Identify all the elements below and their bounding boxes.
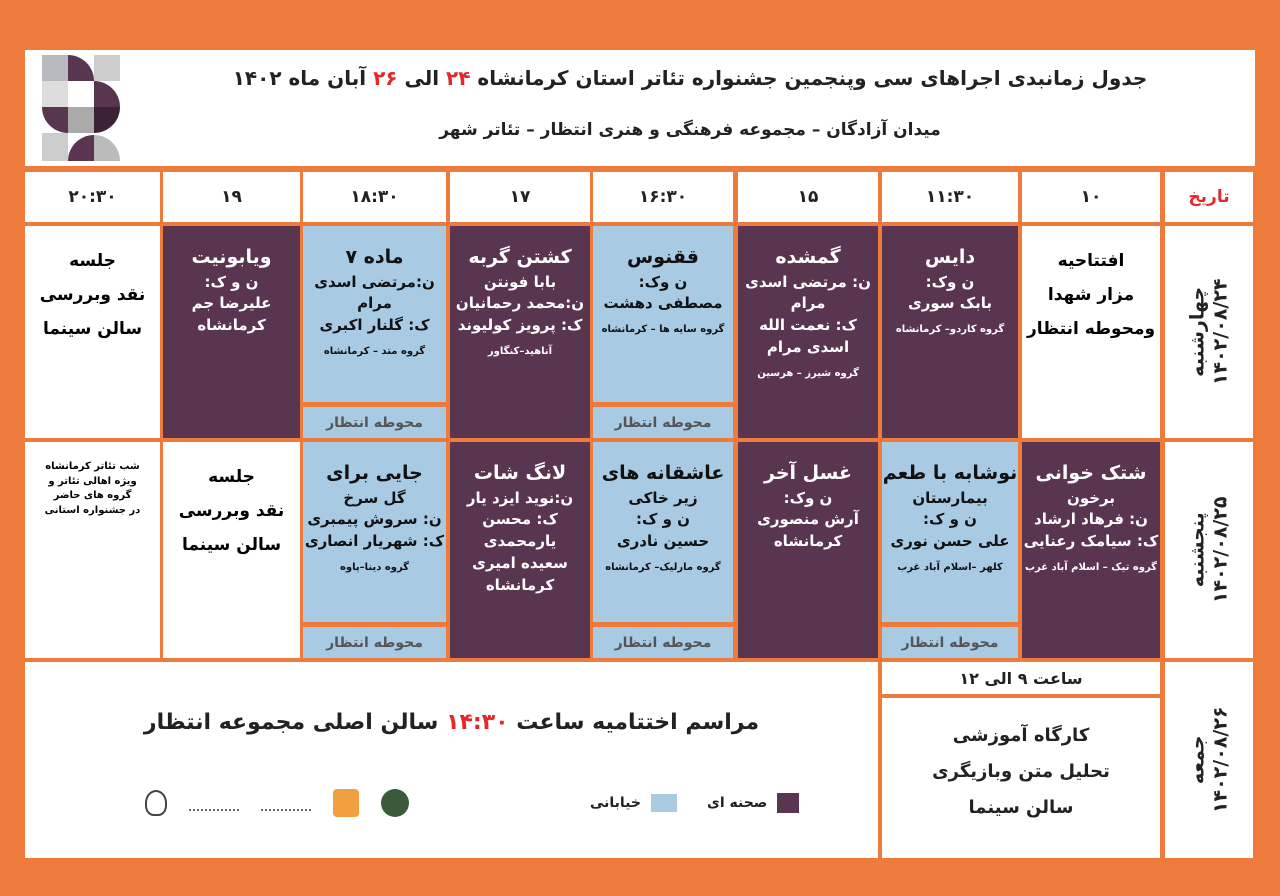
cell-line: در جشنواره استانی [44,504,141,516]
cell-line: علی حسن نوری [890,532,1010,551]
cell-line: ن: فرهاد ارشاد [1034,510,1148,529]
cell-line: کرمانشاه [197,316,266,335]
schedule-cell [882,442,1018,658]
workshop-line: کارگاه آموزشی [952,725,1090,746]
cell-line: گروه شیرز – هرسین [757,367,859,379]
column-header: ۱۶:۳۰ [593,172,733,222]
cell-line: سالن سینما [42,319,143,339]
cell-line: ک: گلنار اکبری [319,316,430,335]
cell-title: جلسه [69,251,116,271]
cell-line: ک: محسن یارمحمدی [482,510,558,551]
legend-label-street: خیابانی [590,795,641,811]
cell-line: ومحوطه انتظار [1026,319,1156,339]
venue-label: محوطه انتظار [882,622,1018,658]
closing-text: مراسم اختتامیه ساعت [508,710,760,735]
cell-line: گروه تیک – اسلام آباد غرب [1025,561,1157,573]
cell-line: ک: پرویز کولیوند [457,316,583,335]
cell-line: علیرضا جم [191,294,272,313]
venue-label: محوطه انتظار [303,402,446,438]
cell-line: ن: مرتضی اسدی مرام [745,272,871,313]
sponsor-logo [189,795,239,811]
cell-line: ن وک: [925,272,975,291]
day-date [1186,497,1232,604]
cell-line: ن:مرتضی اسدی مرام [314,272,435,313]
cell-title: ققنوس [627,246,700,268]
day-name: چهارشنبه [1186,286,1209,378]
cell-title: افتتاحیه [1057,251,1125,271]
cell-line: ک: شهریار انصاری [304,532,445,551]
cell-title: لانگ شات [473,462,567,484]
cell-line: سالن سینما [181,535,282,555]
cell-line: ک: سیامک رعنایی [1023,532,1159,551]
column-header: ۲۰:۳۰ [25,172,160,222]
page-title [140,66,1240,90]
title-start-day: ۲۴ [446,66,471,90]
column-header: ۱۱:۳۰ [882,172,1018,222]
cell-line: بیمارستان [912,488,988,507]
day-label [1165,226,1253,438]
cell-line: ک: نعمت الله اسدی مرام [759,316,857,356]
legend-label-stage: صحنه ای [707,795,768,811]
sponsor-logo [261,795,311,811]
emblem-icon [145,790,167,816]
cell-line: کلهر –اسلام آباد غرب [897,561,1003,573]
sponsor-logo [333,789,359,817]
cell-line: آرش منصوری [757,510,859,529]
cell-title: نوشابه با طعم [882,462,1018,484]
cell-title: شتک خوانی [1035,462,1147,484]
day-name: جمعه [1186,735,1209,785]
cell-line: بابک سوری [907,294,993,313]
cell-line: بابا فونتن [483,272,557,291]
day-date-text: ۱۴۰۲/۰۸/۲۶ [1209,706,1231,814]
cell-line: آناهید–کنگاور [487,345,553,357]
festival-logo [42,55,122,163]
schedule-cell [163,226,300,438]
cell-line: برخون [1067,488,1115,507]
title-text: جدول زمانبدی اجراهای سی وپنجمین جشنواره تئاتر استان کرمانشاه [470,66,1148,90]
cell-line: ن و ک: [204,272,259,291]
workshop-time: ساعت ۹ الی ۱۲ [882,662,1160,694]
legend-swatch-stage [777,793,799,813]
workshop-line: سالن سینما [968,797,1074,818]
cell-title: جایی برای [326,462,423,484]
cell-line: سعیده امیری [472,553,568,572]
cell-line: ن: سروش پیمبری [307,510,442,529]
column-header: ۱۷ [450,172,590,222]
cell-line: زیر خاکی [628,488,698,507]
day-label [1165,662,1253,858]
schedule-cell [593,442,733,658]
cell-title: دایس [924,246,976,268]
day-name: پنجشنبه [1186,512,1209,588]
legend-swatch-street [651,794,677,812]
cell-line: گروه سایه ها – کرمانشاه [601,324,725,336]
schedule-cell [303,226,446,438]
cell-line: ن وک: [783,488,833,507]
schedule-cell [593,226,733,438]
column-header: تاریخ [1165,172,1253,222]
cell-line: گروه های حاضر [53,490,132,501]
cell-line: مصطفی دهشت [603,294,723,313]
cell-line: ن:نوید ایزد یار [466,488,574,507]
schedule-cell [1022,442,1160,658]
title-end-day: ۲۶ [373,66,398,90]
schedule-cell [882,226,1018,438]
closing-panel [25,662,878,858]
page-subtitle: میدان آزادگان – مجموعه فرهنگی و هنری انتظار – تئاتر شهر [439,120,941,140]
cell-line: گل سرخ [343,488,406,507]
cell-title: گمشده [775,246,841,268]
schedule-cell [25,226,160,438]
schedule-cell [738,442,878,658]
closing-ceremony [25,710,878,735]
workshop-line: تحلیل متن وبازیگری [932,761,1110,782]
cell-line: مزار شهدا [1047,285,1135,305]
cell-line: گروه دینا–پاوه [340,561,409,573]
cell-title: کشتن گربه [468,246,572,268]
cell-title: غسل آخر [764,462,852,484]
cell-line: ن و ک: [636,510,690,529]
cell-title: ویابونیت [191,246,272,268]
cell-title: جلسه [208,467,255,487]
cell-line: حسین نادری [616,532,710,551]
column-header: ۱۵ [738,172,878,222]
schedule-cell [1022,226,1160,438]
day-date [1186,279,1232,386]
legend [590,793,799,813]
cell-line: ن:محمد رحمانیان [455,294,585,313]
sponsor-logo [381,789,409,817]
venue-label: محوطه انتظار [593,402,733,438]
closing-time: ۱۴:۳۰ [446,710,509,735]
closing-text: سالن اصلی مجموعه انتظار [143,710,447,735]
venue-label: محوطه انتظار [593,622,733,658]
cell-line: گروه مارلیک– کرمانشاه [605,561,721,573]
title-text: آبان ماه ۱۴۰۲ [232,66,374,90]
column-header: ۱۸:۳۰ [303,172,446,222]
schedule-cell [163,442,300,658]
cell-line: کرمانشاه [485,575,555,594]
workshop-cell [882,698,1160,858]
column-header: ۱۹ [163,172,300,222]
cell-line: ن وک: [638,272,688,291]
cell-line: کرمانشاه [773,532,843,551]
cell-line: ن و ک: [923,510,977,529]
day-date [1186,707,1232,814]
schedule-cell [738,226,878,438]
cell-line: نقد وبررسی [178,501,285,521]
day-date-text: ۱۴۰۲/۰۸/۲۵ [1209,496,1231,604]
day-label [1165,442,1253,658]
cell-line: گروه کاردو– کرمانشاه [895,324,1005,336]
cell-title: ماده ۷ [345,246,404,268]
schedule-cell [450,442,590,658]
sponsor-logos [145,783,415,823]
cell-title: عاشقانه های [601,462,725,484]
day-date-text: ۱۴۰۲/۰۸/۲۴ [1209,278,1231,386]
schedule-cell [450,226,590,438]
schedule-cell [303,442,446,658]
venue-label: محوطه انتظار [303,622,446,658]
cell-line: گروه متد – کرمانشاه [323,345,426,357]
schedule-cell [25,442,160,658]
cell-line: نقد وبررسی [39,285,146,305]
cell-line: ویژه اهالی تئاتر و [48,475,137,487]
column-header: ۱۰ [1022,172,1160,222]
cell-title: شب تئاتر کرمانشاه [45,461,140,472]
title-text: الی [397,66,447,90]
